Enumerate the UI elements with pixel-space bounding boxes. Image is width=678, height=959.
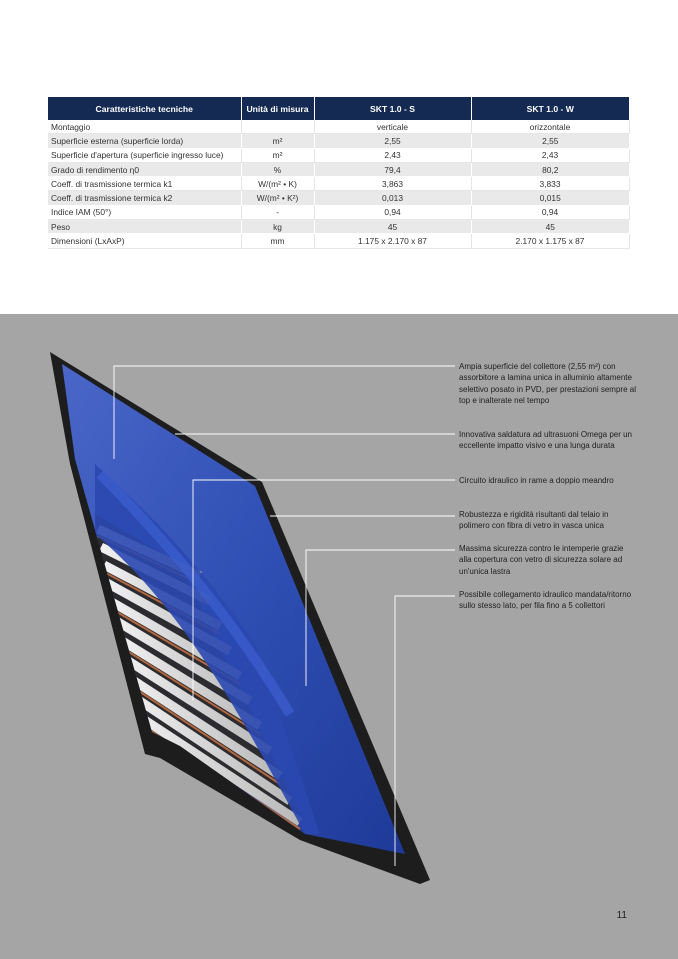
cell-characteristic: Coeff. di trasmissione termica k2 xyxy=(48,191,241,205)
cell-characteristic: Dimensioni (LxAxP) xyxy=(48,234,241,248)
cell-characteristic: Grado di rendimento η0 xyxy=(48,162,241,176)
cell-model-w: 2,43 xyxy=(471,148,629,162)
table-row xyxy=(48,234,629,248)
annotation-copper-circuit: Circuito idraulico in rame a doppio meandro xyxy=(459,476,614,485)
table-row xyxy=(48,148,629,162)
cell-model-w: 0,94 xyxy=(471,205,629,219)
cell-model-w: 2,55 xyxy=(471,134,629,148)
annotation-ultrasonic-welding: Innovativa saldatura ad ultrasuoni Omega per un eccellente impatto visivo e una lunga durata xyxy=(459,430,632,451)
cell-unit: W/(m² • K) xyxy=(241,177,314,191)
technical-specs-table xyxy=(48,97,630,249)
table-row xyxy=(48,162,629,176)
cell-characteristic: Superficie d'apertura (superficie ingresso luce) xyxy=(48,148,241,162)
cell-model-s: 79,4 xyxy=(314,162,471,176)
cell-model-s: 3,863 xyxy=(314,177,471,191)
table-row xyxy=(48,120,629,134)
cell-model-w: 80,2 xyxy=(471,162,629,176)
table-row xyxy=(48,134,629,148)
cell-unit: kg xyxy=(241,220,314,234)
annotation-collector-surface: Ampia superficie del collettore (2,55 m²) con assorbitore a lamina unica in alluminio altamente selettivo posato in PVD, per prestazioni sempre al top e inalterate nel tempo xyxy=(459,362,636,406)
cell-model-s: 0,94 xyxy=(314,205,471,219)
annotation-hydraulic-connection: Possibile collegamento idraulico mandata/ritorno sullo stesso lato, per fila fino a 5 collettori xyxy=(459,590,632,611)
cell-characteristic: Peso xyxy=(48,220,241,234)
table-row xyxy=(48,177,629,191)
cell-unit: - xyxy=(241,205,314,219)
cell-unit: W/(m² • K²) xyxy=(241,191,314,205)
technical-specs-table-wrapper xyxy=(48,97,629,249)
cell-characteristic: Indice IAM (50°) xyxy=(48,205,241,219)
cell-unit: % xyxy=(241,162,314,176)
cell-model-s: 2,55 xyxy=(314,134,471,148)
table-row xyxy=(48,220,629,234)
cell-unit: m² xyxy=(241,134,314,148)
cell-model-w: 45 xyxy=(471,220,629,234)
solar-collector-illustration xyxy=(0,314,678,959)
cell-unit xyxy=(241,120,314,134)
cell-model-s: 2,43 xyxy=(314,148,471,162)
cell-model-w: 3,833 xyxy=(471,177,629,191)
cell-model-w: orizzontale xyxy=(471,120,629,134)
cell-characteristic: Superficie esterna (superficie lorda) xyxy=(48,134,241,148)
page-number: 11 xyxy=(616,910,627,921)
header-model-w: SKT 1.0 - W xyxy=(471,97,629,120)
cell-model-s: 45 xyxy=(314,220,471,234)
annotation-frame-robustness: Robustezza e rigidità risultanti dal telaio in polimero con fibra di vetro in vasca unica xyxy=(459,510,609,531)
header-model-s: SKT 1.0 - S xyxy=(314,97,471,120)
table-header-row xyxy=(48,97,629,120)
cell-model-s: verticale xyxy=(314,120,471,134)
table-row xyxy=(48,191,629,205)
table-row xyxy=(48,205,629,219)
cell-characteristic: Coeff. di trasmissione termica k1 xyxy=(48,177,241,191)
cell-model-w: 0,015 xyxy=(471,191,629,205)
cell-model-s: 0,013 xyxy=(314,191,471,205)
cell-unit: mm xyxy=(241,234,314,248)
cell-characteristic: Montaggio xyxy=(48,120,241,134)
cell-unit: m² xyxy=(241,148,314,162)
cell-model-w: 2.170 x 1.175 x 87 xyxy=(471,234,629,248)
cell-model-s: 1.175 x 2.170 x 87 xyxy=(314,234,471,248)
header-unit: Unità di misura xyxy=(241,97,314,120)
annotation-safety-glass: Massima sicurezza contro le intemperie grazie alla copertura con vetro di sicurezza solare ad un'unica lastra xyxy=(459,544,624,576)
header-characteristics: Caratteristiche tecniche xyxy=(48,97,241,120)
